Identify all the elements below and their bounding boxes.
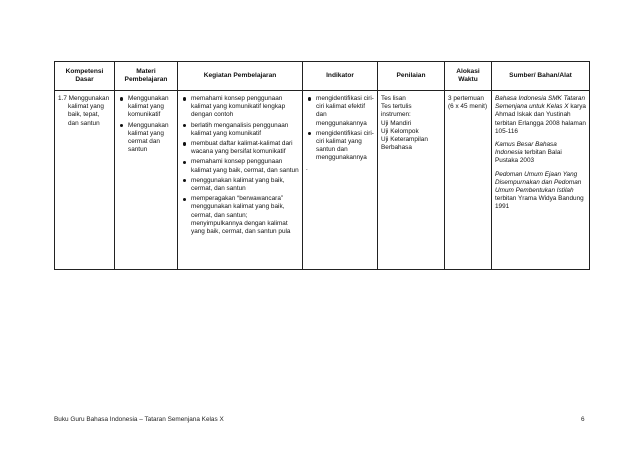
header-penilaian: Penilaian bbox=[378, 62, 445, 91]
penilaian-item: Uji Keterampilan Berbahasa bbox=[381, 136, 428, 152]
kegiatan-item: memperagakan “berwawancara” menggunakan kalimat yang baik, cermat, dan santun; bbox=[191, 195, 299, 220]
source-title: Pedoman Umum Ejaan Yang Disempurnakan dan Pedoman Umum Pembentukan Istilah bbox=[495, 170, 582, 195]
kegiatan-item: memahami konsep penggunaan kalimat yang baik, cermat, dan santun bbox=[191, 158, 299, 174]
header-kompetensi: Kompetensi Dasar bbox=[55, 62, 115, 91]
penilaian-item: Uji Kelompok bbox=[381, 127, 419, 135]
source-detail: terbitan Balai Pustaka 2003 bbox=[495, 149, 562, 165]
footer-book-title: Buku Guru Bahasa Indonesia – Tataran Semenjana Kelas X bbox=[54, 416, 224, 423]
kegiatan-item: membuat daftar kalimat-kalimat dari wacana yang bersifat komunikatif bbox=[191, 140, 299, 156]
alokasi-text: 3 pertemuan (6 x 45 menit) bbox=[448, 95, 488, 111]
cell-kegiatan bbox=[178, 91, 303, 270]
source-detail: terbitan Yrama Widya Bandung 1991 bbox=[495, 195, 584, 211]
source-detail: karya Ahmad Iskak dan Yustinah terbitan Erlangga 2008 halaman 105-116 bbox=[495, 103, 586, 135]
kegiatan-item: memahami konsep penggunaan kalimat yang komunikatif lengkap dengan contoh bbox=[191, 95, 299, 120]
indikator-item: mengidentifikasi ciri-ciri kalimat yang santun dan menggunakannya bbox=[316, 129, 374, 162]
penilaian-item: Uji Mandiri bbox=[381, 119, 412, 127]
cell-sumber bbox=[492, 91, 590, 270]
header-indikator: Indikator bbox=[303, 62, 378, 91]
penilaian-item: Tes tertulis bbox=[381, 103, 412, 111]
cell-kompetensi bbox=[55, 91, 115, 270]
syllabus-table bbox=[54, 61, 590, 270]
cell-penilaian bbox=[378, 91, 445, 270]
header-materi: Materi Pembelajaran bbox=[115, 62, 178, 91]
kompetensi-text: 1.7 Menggunakan kalimat yang baik, tepat, dan santun bbox=[58, 95, 110, 127]
syllabus-table-wrapper bbox=[54, 61, 589, 267]
header-alokasi: Alokasi Waktu bbox=[445, 62, 492, 91]
kegiatan-item: menggunakan kalimat yang baik, cermat, dan santun bbox=[191, 177, 299, 193]
header-sumber: Sumber/ Bahan/Alat bbox=[492, 62, 590, 91]
table-header-row bbox=[55, 62, 590, 91]
table-row bbox=[55, 91, 590, 270]
source-title: Bahasa Indonesia SMK Tataran Semenjana untuk Kelas X bbox=[495, 95, 586, 111]
source-item bbox=[495, 95, 586, 136]
indikator-item: mengidentifikasi ciri-ciri kalimat efektif dan menggunakannya bbox=[316, 95, 374, 127]
materi-item: Menggunakan kalimat yang cermat dan santun bbox=[128, 122, 174, 155]
header-kegiatan: Kegiatan Pembelajaran bbox=[178, 62, 303, 91]
penilaian-item: instrumen: bbox=[381, 111, 411, 119]
indikator-tail: . bbox=[306, 164, 308, 172]
page-number: 6 bbox=[581, 416, 585, 423]
cell-materi bbox=[115, 91, 178, 270]
kegiatan-item: berlatih menganalisis penggunaan kalimat yang komunikatif bbox=[191, 122, 299, 138]
source-title: Kamus Besar Bahasa Indonesia bbox=[495, 141, 557, 157]
penilaian-item: Tes lisan bbox=[381, 95, 406, 102]
materi-item: Menggunakan kalimat yang komunikatif bbox=[128, 95, 174, 120]
cell-indikator bbox=[303, 91, 378, 270]
cell-alokasi bbox=[445, 91, 492, 270]
kegiatan-tail: menyimpulkannya dengan kalimat yang baik, cermat, dan santun pula bbox=[191, 219, 291, 236]
source-item bbox=[495, 141, 586, 166]
source-item bbox=[495, 171, 586, 212]
